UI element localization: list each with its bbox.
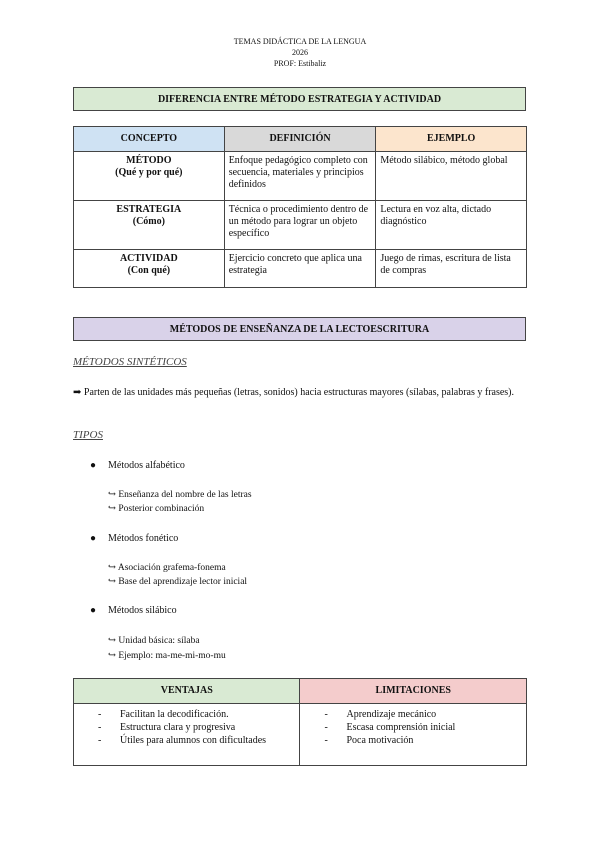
bullet-icon: ●: [90, 533, 97, 544]
col-header-limitaciones: LIMITACIONES: [300, 679, 527, 704]
table-row: [74, 152, 527, 201]
limitacion-text: Escasa comprensión inicial: [346, 722, 456, 733]
ventaja-text: Estructura clara y progresiva: [120, 722, 236, 733]
definition-cell: Ejercicio concreto que aplica una estrategia: [224, 250, 376, 288]
list-item: [78, 721, 295, 734]
type-name: Métodos fonético: [108, 533, 179, 544]
type-point: Asociación grafema-fonema: [117, 563, 226, 573]
concept-cell: [74, 250, 225, 288]
col-header-ventajas: VENTAJAS: [74, 679, 300, 704]
dash-icon: -: [98, 722, 102, 733]
dash-icon: -: [324, 709, 328, 720]
list-item: [108, 634, 200, 648]
concept-name: ACTIVIDAD: [119, 253, 178, 264]
table-row: [74, 201, 527, 250]
type-name: Métodos alfabético: [108, 460, 185, 471]
list-item: [78, 708, 295, 721]
section-heading-sinteticos: MÉTODOS SINTÉTICOS: [73, 356, 187, 368]
section-heading-tipos: TIPOS: [73, 429, 103, 441]
list-item: [108, 561, 226, 575]
limitaciones-cell: [300, 704, 527, 766]
concept-cell: [74, 201, 225, 250]
pros-cons-table: [73, 678, 527, 766]
bullet-icon: ●: [90, 460, 97, 471]
list-item: [90, 460, 185, 471]
dash-icon: -: [324, 722, 328, 733]
bullet-icon: ●: [90, 605, 97, 616]
concept-sub: (Con qué): [127, 265, 171, 276]
col-header-concepto: CONCEPTO: [74, 127, 225, 152]
doc-year: 2026: [292, 48, 308, 57]
definition-cell: Enfoque pedagógico completo con secuencia, materiales y principios definidos: [224, 152, 376, 201]
list-item: [108, 575, 247, 589]
type-point: Enseñanza del nombre de las letras: [118, 490, 252, 500]
col-header-definicion: DEFINICIÓN: [224, 127, 376, 152]
definition-cell: Técnica o procedimiento dentro de un método para lograr un objeto específico: [224, 201, 376, 250]
dash-icon: -: [98, 709, 102, 720]
ventajas-cell: [74, 704, 300, 766]
limitacion-text: Aprendizaje mecánico: [346, 709, 437, 720]
example-cell: Método silábico, método global: [376, 152, 527, 201]
limitacion-text: Poca motivación: [346, 735, 414, 746]
arrow-icon: ↪: [108, 563, 116, 573]
banner-metodos: MÉTODOS DE ENSEÑANZA DE LA LECTOESCRITURA: [73, 317, 526, 341]
list-item: [108, 649, 226, 663]
concept-name: ESTRATEGIA: [116, 204, 182, 215]
ventaja-text: Útiles para alumnos con dificultades: [120, 735, 267, 746]
arrow-icon: ↪: [108, 651, 116, 661]
list-item: [78, 734, 295, 747]
intro-paragraph: ➡ Parten de las unidades más pequeñas (letras, sonidos) hacia estructuras mayores (sílabas, palabras y frases).: [73, 387, 515, 398]
arrow-icon: ↪: [108, 504, 116, 514]
arrow-icon: ↪: [108, 577, 116, 587]
example-cell: Lectura en voz alta, dictado diagnóstico: [376, 201, 527, 250]
list-item: [90, 605, 177, 616]
dash-icon: -: [98, 735, 102, 746]
type-point: Base del aprendizaje lector inicial: [118, 577, 248, 587]
example-cell: Juego de rimas, escritura de lista de compras: [376, 250, 527, 288]
type-point: Unidad básica: sílaba: [118, 636, 200, 646]
type-name: Métodos silábico: [108, 605, 177, 616]
concept-table: [73, 126, 527, 288]
col-header-ejemplo: EJEMPLO: [376, 127, 527, 152]
arrow-icon: ↪: [108, 636, 116, 646]
banner-diferencia: DIFERENCIA ENTRE MÉTODO ESTRATEGIA Y ACTIVIDAD: [73, 87, 526, 111]
ventaja-text: Facilitan la decodificación.: [120, 709, 229, 720]
list-item: [304, 734, 522, 747]
list-item: [90, 533, 178, 544]
doc-author: PROF: Estibaliz: [273, 59, 327, 68]
type-point: Ejemplo: ma-me-mi-mo-mu: [118, 651, 226, 661]
concept-cell: [74, 152, 225, 201]
arrow-icon: ↪: [108, 490, 116, 500]
doc-title: TEMAS DIDÁCTICA DE LA LENGUA: [233, 37, 367, 46]
list-item: [108, 488, 252, 502]
table-row: [74, 250, 527, 288]
list-item: [108, 502, 204, 516]
concept-sub: (Qué y por qué): [115, 167, 183, 178]
dash-icon: -: [324, 735, 328, 746]
list-item: [304, 721, 522, 734]
concept-sub: (Cómo): [132, 216, 165, 227]
type-point: Posterior combinación: [118, 504, 205, 514]
concept-name: MÉTODO: [126, 155, 172, 166]
list-item: [304, 708, 522, 721]
